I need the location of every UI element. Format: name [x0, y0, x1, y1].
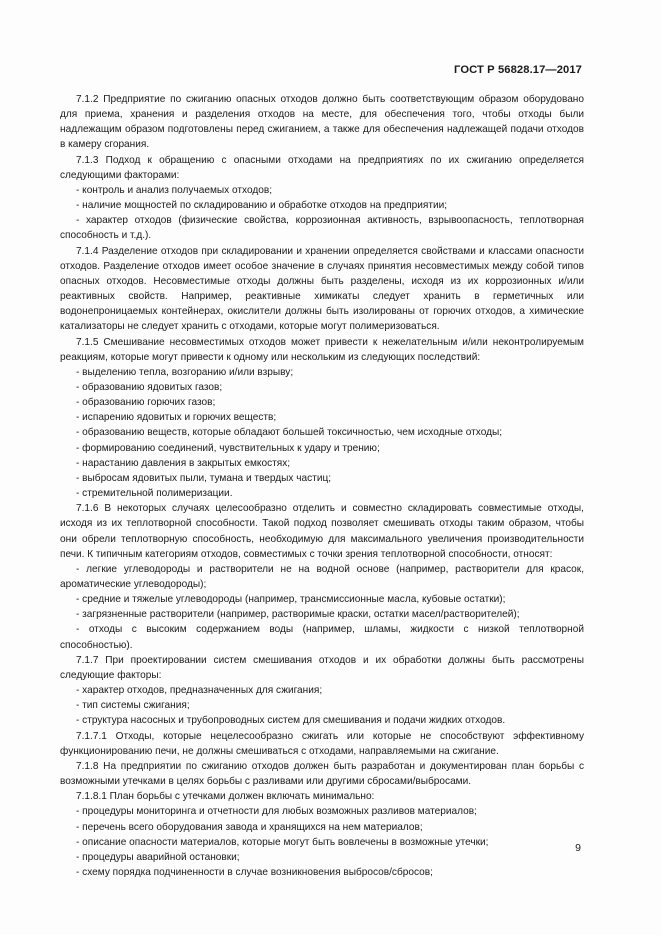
- list-item: - наличие мощностей по складированию и обработке отходов на предприятии;: [76, 200, 448, 212]
- list-item: - загрязненные растворители (например, растворимые краски, остатки масел/растворителей);: [76, 609, 520, 621]
- list-item: - характер отходов (физические свойства, коррозионная активность, взрывоопасность, теплотворная способность и т.д.).: [60, 215, 584, 242]
- list-item: - выбросам ядовитых пыли, тумана и твердых частиц;: [76, 472, 332, 484]
- page-number: 9: [575, 842, 581, 854]
- list-item: - формированию соединений, чувствительных к удару и трению;: [76, 442, 380, 454]
- list-item: - схему порядка подчиненности в случае возникновения выбросов/сбросов;: [76, 866, 433, 878]
- document-body: [60, 92, 584, 880]
- list-item: - образованию ядовитых газов;: [76, 381, 223, 393]
- list-item: - стремительной полимеризации.: [76, 488, 233, 500]
- paragraph: 7.1.2 Предприятие по сжиганию опасных отходов должно быть соответствующим образом оборудовано для приема, хранения и разделения отходов на месте, для обеспечения того, чтобы отходы были надлежащим образом подготовлены перед сжиганием, а также для обеспечения надлежащей подачи отходов в камеру сгорания.: [60, 94, 584, 151]
- list-item: - контроль и анализ получаемых отходов;: [76, 184, 273, 196]
- paragraph: 7.1.8.1 План борьбы с утечками должен включать минимально:: [76, 791, 375, 803]
- list-item: - тип системы сжигания;: [76, 700, 190, 712]
- list-item: - средние и тяжелые углеводороды (например, трансмиссионные масла, кубовые остатки);: [76, 594, 506, 606]
- paragraph: 7.1.7 При проектировании систем смешивания отходов и их обработки должны быть рассмотрены следующие факторы:: [60, 654, 584, 681]
- paragraph: 7.1.3 Подход к обращению с опасными отходами на предприятиях по их сжиганию определяется следующими факторами:: [60, 154, 584, 181]
- list-item: - нарастанию давления в закрытых емкостях;: [76, 457, 291, 469]
- paragraph: 7.1.6 В некоторых случаях целесообразно отделить и совместно складировать совместимые отходы, исходя из их теплотворной способности. Такой подход позволяет смешивать отходы таким образом, чтобы они обрели теплотворную способность, необходимую для максимального увеличения производительности печи. К типичным категориям отходов, совместимых с точки зрения теплотворной способности, относят:: [60, 503, 584, 560]
- document-header: ГОСТ Р 56828.17—2017: [454, 64, 582, 76]
- list-item: - структура насосных и трубопроводных систем для смешивания и подачи жидких отходов.: [76, 715, 506, 727]
- list-item: - процедуры аварийной остановки;: [76, 851, 240, 863]
- list-item: - испарению ядовитых и горючих веществ;: [76, 412, 277, 424]
- list-item: - образованию горючих газов;: [76, 397, 216, 409]
- list-item: - описание опасности материалов, которые могут быть вовлечены в возможные утечки;: [76, 836, 489, 848]
- list-item: - выделению тепла, возгоранию и/или взрыву;: [76, 366, 294, 378]
- list-item: - легкие углеводороды и растворители не на водной основе (например, растворители для красок, ароматические углеводороды);: [60, 563, 584, 590]
- paragraph: 7.1.5 Смешивание несовместимых отходов может привести к нежелательным и/или неконтролируемым реакциям, которые могут привести к одному или нескольким из следующих последствий:: [60, 336, 584, 363]
- paragraph: 7.1.4 Разделение отходов при складировании и хранении определяется свойствами и классами опасности отходов. Разделение отходов имеет особое значение в случаях принятия несовместимых между собой типов опасных отходов. Несовместимые отходы должны быть разделены, исходя из их коррозионных и/или реактивных свойств. Например, реактивные химикаты следует хранить в герметичных или водонепроницаемых контейнерах, окислители должны быть изолированы от горючих отходов, а химические катализаторы не следует хранить с отходами, которые могут полимеризоваться.: [60, 245, 584, 333]
- list-item: - характер отходов, предназначенных для сжигания;: [76, 685, 323, 697]
- list-item: - процедуры мониторинга и отчетности для любых возможных разливов материалов;: [76, 806, 477, 818]
- paragraph: 7.1.8 На предприятии по сжиганию отходов должен быть разработан и документирован план борьбы с возможными утечками в целях борьбы с разливами или другими сбросами/выбросами.: [60, 760, 584, 788]
- list-item: - образованию веществ, которые обладают большей токсичностью, чем исходные отходы;: [76, 427, 503, 439]
- list-item: - отходы с высоким содержанием воды (например, шламы, жидкости с низкой теплотворной способностью).: [60, 624, 584, 651]
- list-item: - перечень всего оборудования завода и хранящихся на нем материалов;: [76, 821, 423, 833]
- paragraph: 7.1.7.1 Отходы, которые нецелесообразно сжигать или которые не способствуют эффективному функционированию печи, не должны смешиваться с отходами, направляемыми на сжигание.: [60, 730, 584, 757]
